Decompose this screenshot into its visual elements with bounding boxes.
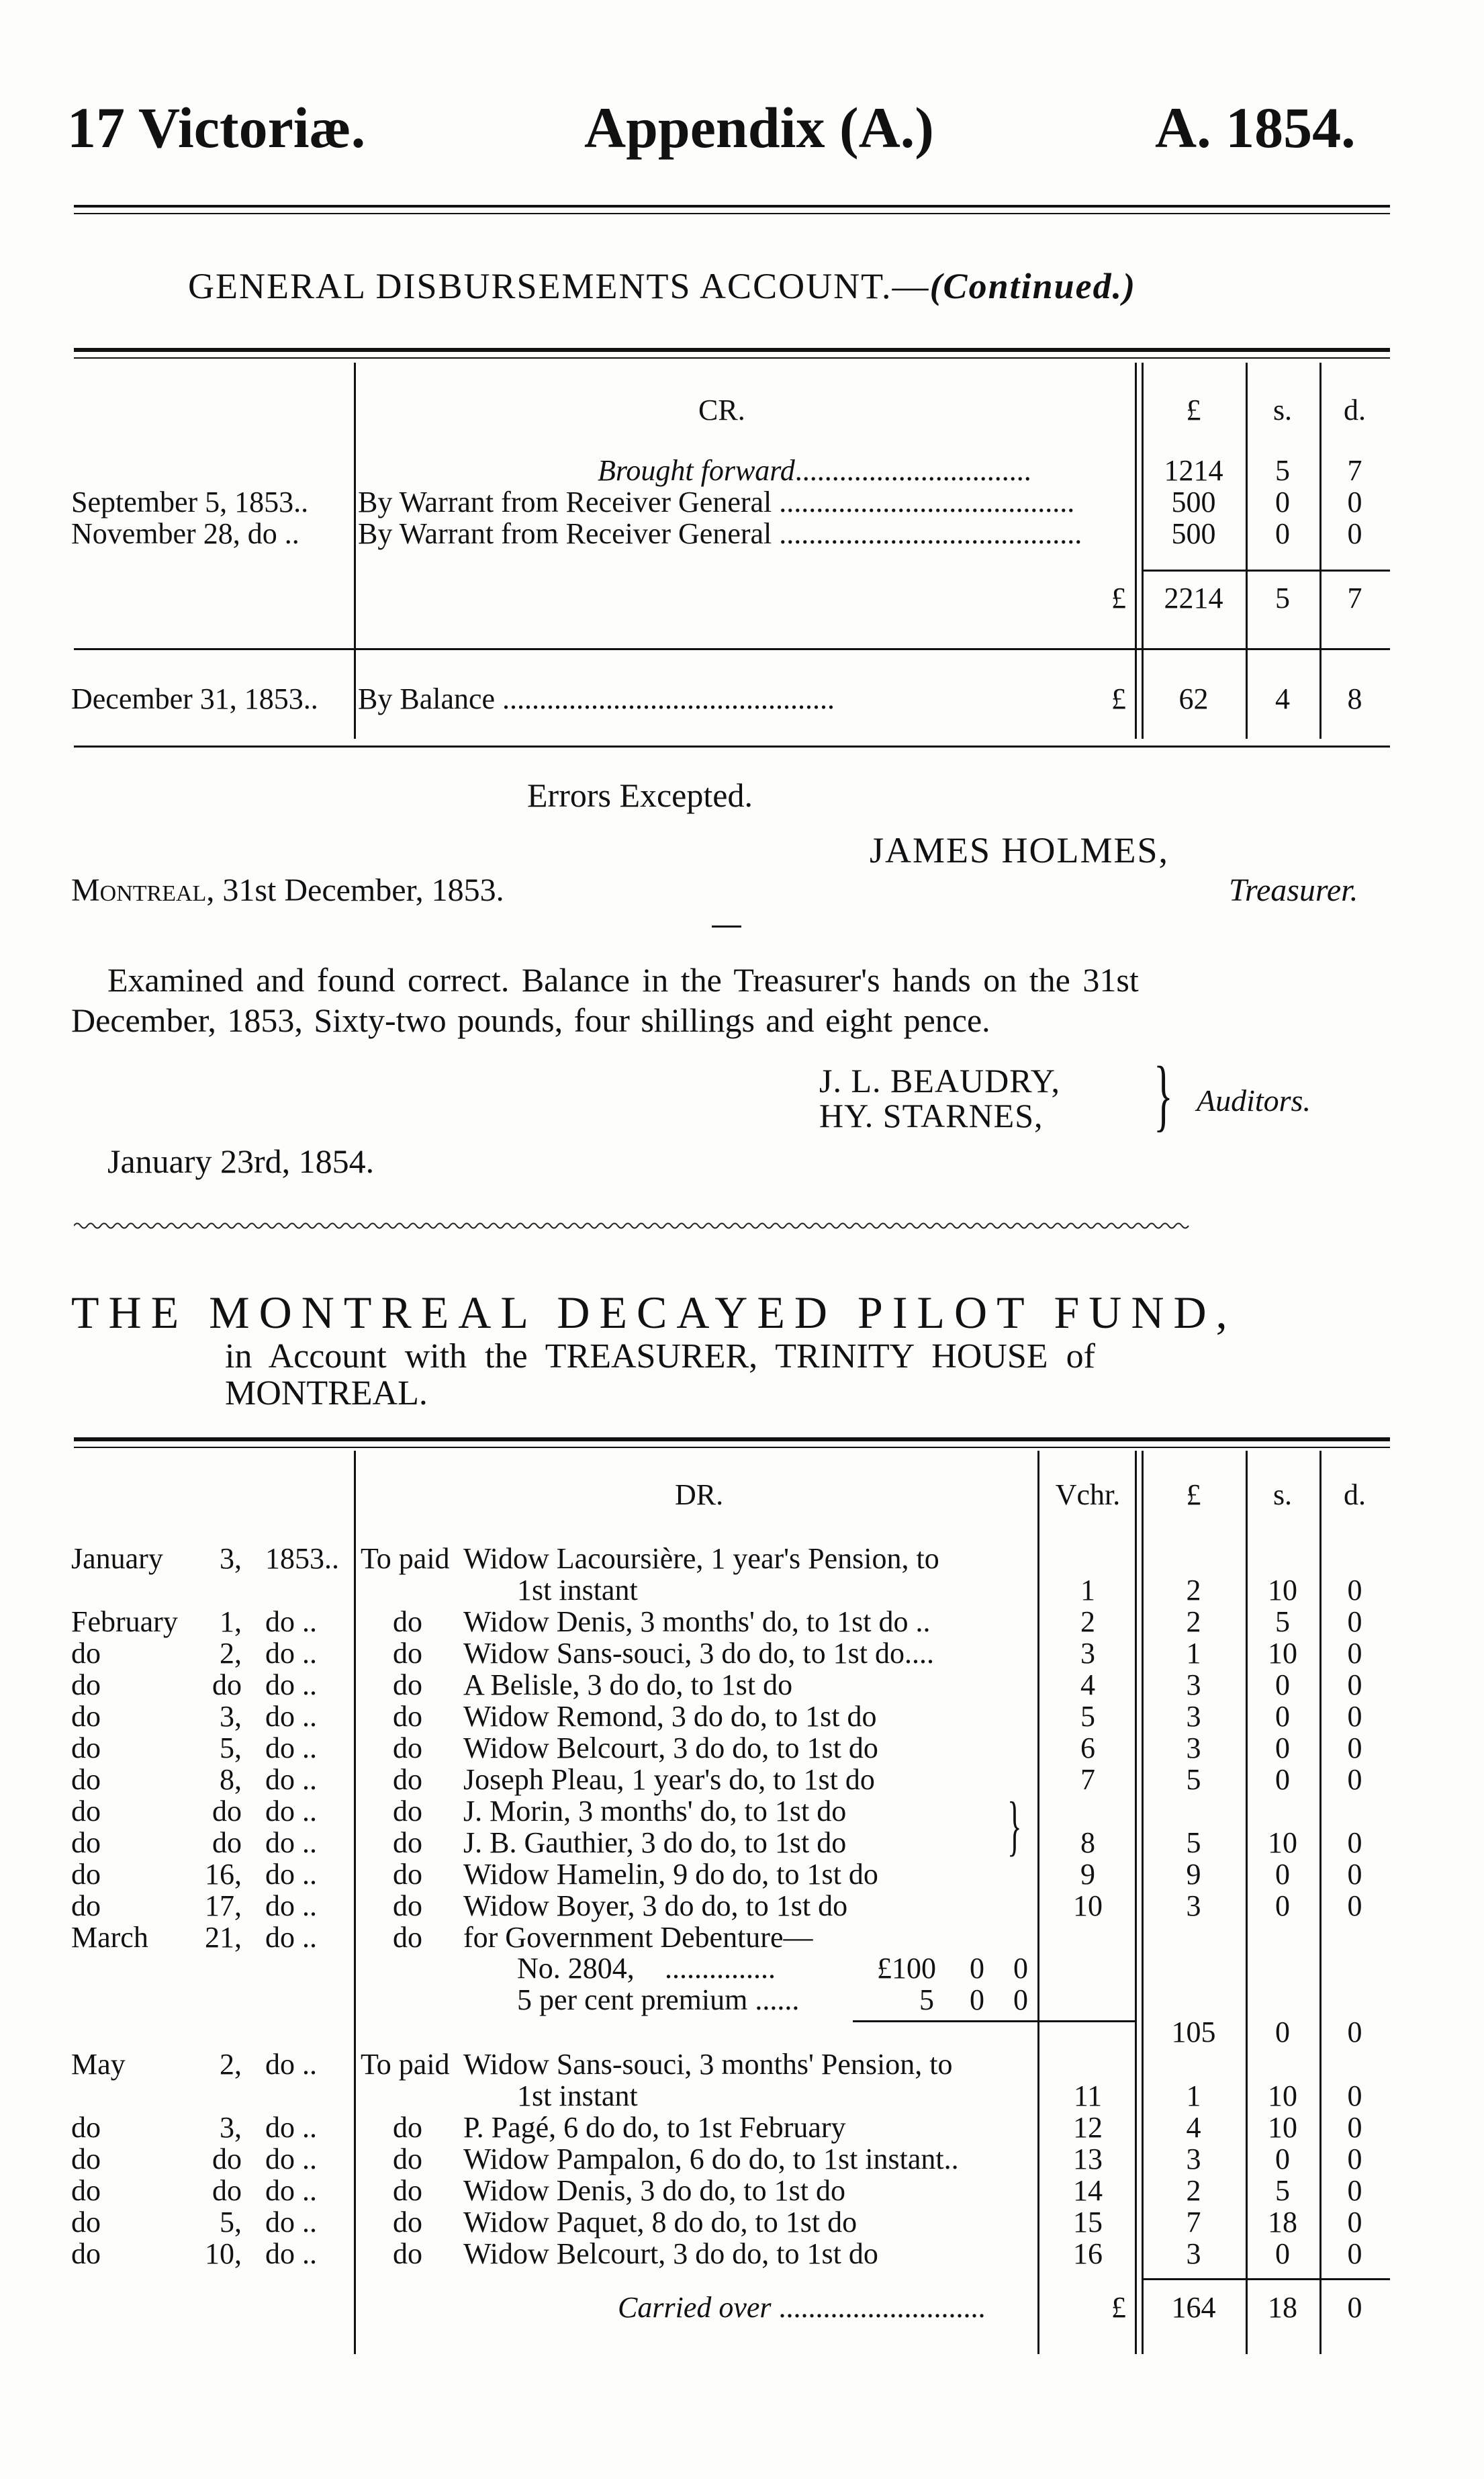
rows2-2-l: 4 xyxy=(1186,2111,1201,2144)
disb-row-2-s: 0 xyxy=(1275,517,1290,550)
debenture-no-l: £100 xyxy=(877,1952,936,1985)
examined-line-2: December, 1853, Sixty-two pounds, four shillings and eight pence. xyxy=(71,1001,990,1039)
rows-7-s: 0 xyxy=(1275,1763,1290,1796)
disb-row-1-desc: By Warrant from Receiver General ........................................ xyxy=(358,486,1075,519)
rows-11-yr: do .. xyxy=(265,1889,317,1922)
rows2-4-yr: do .. xyxy=(265,2174,317,2207)
carried-d: 0 xyxy=(1347,2291,1362,2324)
rows2-6-m: do xyxy=(71,2237,101,2270)
rows2-5-m: do xyxy=(71,2206,101,2239)
balance-d: 8 xyxy=(1347,682,1362,715)
rows-11-pre: do xyxy=(393,1889,422,1922)
disb-row-2-date: November 28, do .. xyxy=(71,517,299,550)
rows2-5-v: 15 xyxy=(1073,2206,1103,2239)
rows-9-desc: J. B. Gauthier, 3 do do, to 1st do xyxy=(463,1826,847,1859)
rows2-2-yr: do .. xyxy=(265,2111,317,2144)
rows-12-yr: do .. xyxy=(265,1921,317,1954)
rows-6-s: 0 xyxy=(1275,1731,1290,1764)
disb-row-2-desc: By Warrant from Receiver General ......................................... xyxy=(358,517,1082,550)
rows2-3-day: do xyxy=(212,2143,242,2175)
rows-7-yr: do .. xyxy=(265,1763,317,1796)
audit-date: January 23rd, 1854. xyxy=(107,1142,375,1180)
rows2-2-d: 0 xyxy=(1347,2111,1362,2144)
rows-2-yr: do .. xyxy=(265,1605,317,1638)
rows2-2-day: 3, xyxy=(220,2111,242,2144)
disbursements-title-text: GENERAL DISBURSEMENTS ACCOUNT.— xyxy=(188,266,930,306)
debenture-total-s: 0 xyxy=(1275,2016,1290,2048)
rows-7-pre: do xyxy=(393,1763,422,1796)
auditor-2: HY. STARNES, xyxy=(819,1097,1044,1134)
rows2-0-pre: To paid xyxy=(361,2048,450,2081)
rows2-5-pre: do xyxy=(393,2206,422,2239)
rows-10-day: 16, xyxy=(205,1858,242,1891)
disbursements-title xyxy=(188,265,1136,307)
wavy-separator xyxy=(74,1221,1377,1230)
rows-1-v: 1 xyxy=(1080,1574,1095,1607)
rows-12-m: March xyxy=(71,1921,148,1954)
rows-11-l: 3 xyxy=(1186,1889,1201,1922)
rows2-0-yr: do .. xyxy=(265,2048,317,2081)
rows2-2-v: 12 xyxy=(1073,2111,1103,2144)
rows-0-m: January xyxy=(71,1542,163,1575)
col-vchr: Vchr. xyxy=(1055,1478,1121,1511)
rows-4-yr: do .. xyxy=(265,1668,317,1701)
rows-3-v: 3 xyxy=(1080,1637,1095,1670)
subtotal-rule xyxy=(1142,570,1390,572)
pilot-col-pence: d. xyxy=(1344,1478,1366,1511)
rows-5-m: do xyxy=(71,1700,101,1733)
rows2-4-l: 2 xyxy=(1186,2174,1201,2207)
rows2-5-desc: Widow Paquet, 8 do do, to 1st do xyxy=(463,2206,857,2239)
rows-11-m: do xyxy=(71,1889,101,1922)
table1-top-rule-thin xyxy=(74,357,1390,359)
rows-7-desc: Joseph Pleau, 1 year's do, to 1st do xyxy=(463,1763,875,1796)
rows-2-m: February xyxy=(71,1605,178,1638)
rows-4-d: 0 xyxy=(1347,1668,1362,1701)
debenture-total-l: 105 xyxy=(1171,2016,1216,2048)
debenture-no-s: 0 xyxy=(970,1952,984,1985)
rows-6-pre: do xyxy=(393,1731,422,1764)
errors-excepted: Errors Excepted. xyxy=(527,776,753,814)
disb-row-0-s: 5 xyxy=(1275,454,1290,487)
rows2-4-d: 0 xyxy=(1347,2174,1362,2207)
rows-7-l: 5 xyxy=(1186,1763,1201,1796)
header-rule xyxy=(74,205,1390,208)
rows2-6-l: 3 xyxy=(1186,2237,1201,2270)
balance-l: 62 xyxy=(1178,682,1209,715)
rows-4-s: 0 xyxy=(1275,1668,1290,1701)
balance-desc: By Balance ............................................. xyxy=(358,682,835,715)
rows-1-d: 0 xyxy=(1347,1574,1362,1607)
rows-3-l: 1 xyxy=(1186,1637,1201,1670)
debenture-prem-s: 0 xyxy=(970,1983,984,2016)
total-sym: £ xyxy=(1111,582,1126,615)
rows2-3-l: 3 xyxy=(1186,2143,1201,2175)
rows2-6-yr: do .. xyxy=(265,2237,317,2270)
rows2-4-desc: Widow Denis, 3 do do, to 1st do xyxy=(463,2174,845,2207)
rows-4-v: 4 xyxy=(1080,1668,1095,1701)
rows-11-desc: Widow Boyer, 3 do do, to 1st do xyxy=(463,1889,848,1922)
disb-row-1-date: September 5, 1853.. xyxy=(71,486,309,519)
rows2-3-d: 0 xyxy=(1347,2143,1362,2175)
rows-12-day: 21, xyxy=(205,1921,242,1954)
total-d: 7 xyxy=(1347,582,1362,615)
rows-6-l: 3 xyxy=(1186,1731,1201,1764)
rows-4-m: do xyxy=(71,1668,101,1701)
rows2-1-s: 10 xyxy=(1268,2079,1297,2112)
rows-1-l: 2 xyxy=(1186,1574,1201,1607)
rows2-4-day: do xyxy=(212,2174,242,2207)
table1-vline-date xyxy=(354,363,356,739)
disb-row-0-d: 7 xyxy=(1347,454,1362,487)
rows2-4-s: 5 xyxy=(1275,2174,1290,2207)
treasurer-title: Treasurer. xyxy=(1229,872,1358,908)
carried-over: Carried over ............................ xyxy=(618,2291,986,2324)
rows-5-day: 3, xyxy=(220,1700,242,1733)
debenture-prem: 5 per cent premium ...... xyxy=(517,1983,800,2016)
pilot-sub-1: in Account with the TREASURER, TRINITY HOUSE of xyxy=(225,1337,1095,1376)
rows-4-l: 3 xyxy=(1186,1668,1201,1701)
rows-2-d: 0 xyxy=(1347,1605,1362,1638)
rows-0-day: 3, xyxy=(220,1542,242,1575)
rows-9-m: do xyxy=(71,1826,101,1859)
rows-0-pre: To paid xyxy=(361,1542,450,1575)
rows2-6-pre: do xyxy=(393,2237,422,2270)
rows2-2-s: 10 xyxy=(1268,2111,1297,2144)
balance-date: December 31, 1853.. xyxy=(71,682,318,715)
rows-8-pre: do xyxy=(393,1795,422,1828)
auditors-label: Auditors. xyxy=(1197,1083,1311,1118)
rows-8-day: do xyxy=(212,1795,242,1828)
rows2-0-desc: Widow Sans-souci, 3 months' Pension, to xyxy=(463,2048,953,2081)
rows-3-desc: Widow Sans-souci, 3 do do, to 1st do.... xyxy=(463,1637,934,1670)
rows2-1-d: 0 xyxy=(1347,2079,1362,2112)
rows-9-day: do xyxy=(212,1826,242,1859)
table1-vline-desc-a xyxy=(1135,363,1137,739)
col-shillings: s. xyxy=(1272,394,1293,426)
rows2-6-s: 0 xyxy=(1275,2237,1290,2270)
rows2-4-m: do xyxy=(71,2174,101,2207)
rows2-6-day: 10, xyxy=(205,2237,242,2270)
rows-6-yr: do .. xyxy=(265,1731,317,1764)
rows2-6-v: 16 xyxy=(1073,2237,1103,2270)
rows-6-d: 0 xyxy=(1347,1731,1362,1764)
rows-11-s: 0 xyxy=(1275,1889,1290,1922)
rows-5-desc: Widow Remond, 3 do do, to 1st do xyxy=(463,1700,877,1733)
rows-12-desc: for Government Debenture— xyxy=(463,1921,813,1954)
rows2-1-desc: 1st instant xyxy=(517,2079,638,2112)
disb-row-0-l: 1214 xyxy=(1164,454,1223,487)
debenture-prem-d: 0 xyxy=(1013,1983,1028,2016)
rows2-2-desc: P. Pagé, 6 do do, to 1st February xyxy=(463,2111,846,2144)
rows2-4-pre: do xyxy=(393,2174,422,2207)
rows-1-s: 10 xyxy=(1268,1574,1297,1607)
disb-row-1-d: 0 xyxy=(1347,486,1362,519)
rows-3-s: 10 xyxy=(1268,1637,1297,1670)
rows-2-desc: Widow Denis, 3 months' do, to 1st do .. xyxy=(463,1605,931,1638)
pilot-sub-2: MONTREAL. xyxy=(225,1374,428,1412)
rows-12-pre: do xyxy=(393,1921,422,1954)
rows-9-pre: do xyxy=(393,1826,422,1859)
rows-7-v: 7 xyxy=(1080,1763,1095,1796)
rows2-6-d: 0 xyxy=(1347,2237,1362,2270)
rows-10-yr: do .. xyxy=(265,1858,317,1891)
total-s: 5 xyxy=(1275,582,1290,615)
balance-s: 4 xyxy=(1275,682,1290,715)
header-right: A. 1854. xyxy=(1155,95,1356,160)
disbursements-title-continued: (Continued.) xyxy=(929,266,1137,306)
rows-8-yr: do .. xyxy=(265,1795,317,1828)
debenture-no: No. 2804, xyxy=(517,1952,635,1985)
rows-9-l: 5 xyxy=(1186,1826,1201,1859)
rows2-5-yr: do .. xyxy=(265,2206,317,2239)
voucher-8-brace: } xyxy=(1007,1788,1022,1862)
rows-9-yr: do .. xyxy=(265,1826,317,1859)
examined-line-1: Examined and found correct. Balance in the Treasurer's hands on the 31st xyxy=(107,961,1139,999)
carried-s: 18 xyxy=(1268,2291,1297,2324)
debenture-total-d: 0 xyxy=(1347,2016,1362,2048)
rows-11-v: 10 xyxy=(1073,1889,1103,1922)
auditors-brace: } xyxy=(1154,1050,1173,1139)
header-left: 17 Victoriæ. xyxy=(67,95,366,160)
rows-5-s: 0 xyxy=(1275,1700,1290,1733)
rows-5-pre: do xyxy=(393,1700,422,1733)
auditor-1: J. L. BEAUDRY, xyxy=(819,1062,1060,1099)
debenture-prem-l: 5 xyxy=(919,1983,934,2016)
disb-row-2-d: 0 xyxy=(1347,517,1362,550)
rows2-4-v: 14 xyxy=(1073,2174,1103,2207)
rows-9-d: 0 xyxy=(1347,1826,1362,1859)
rows-9-v: 8 xyxy=(1080,1826,1095,1859)
rows2-1-l: 1 xyxy=(1186,2079,1201,2112)
pilot-col-shillings: s. xyxy=(1272,1478,1293,1511)
place-date: Montreal, 31st December, 1853. xyxy=(71,872,504,908)
rows-5-v: 5 xyxy=(1080,1700,1095,1733)
rows-7-m: do xyxy=(71,1763,101,1796)
rows-1-desc: 1st instant xyxy=(517,1574,638,1607)
rows2-6-desc: Widow Belcourt, 3 do do, to 1st do xyxy=(463,2237,878,2270)
carried-rule xyxy=(1142,2278,1390,2280)
header-rule-thin xyxy=(74,213,1390,214)
rows2-2-pre: do xyxy=(393,2111,422,2144)
table2-top-rule-thin xyxy=(74,1447,1390,1448)
rows2-3-m: do xyxy=(71,2143,101,2175)
total-l: 2214 xyxy=(1164,582,1223,615)
carried-l: 164 xyxy=(1171,2291,1216,2324)
rows-3-yr: do .. xyxy=(265,1637,317,1670)
pilot-col-pounds: £ xyxy=(1186,1478,1201,1511)
treasurer-name: JAMES HOLMES, xyxy=(870,830,1170,870)
rows2-3-desc: Widow Pampalon, 6 do do, to 1st instant.. xyxy=(463,2143,959,2175)
disb-row-1-s: 0 xyxy=(1275,486,1290,519)
rows-3-m: do xyxy=(71,1637,101,1670)
rows-7-day: 8, xyxy=(220,1763,242,1796)
rows-11-day: 17, xyxy=(205,1889,242,1922)
rows-9-s: 10 xyxy=(1268,1826,1297,1859)
rows-7-d: 0 xyxy=(1347,1763,1362,1796)
short-dash xyxy=(712,926,741,928)
rows-0-yr: 1853.. xyxy=(265,1542,339,1575)
rows-10-v: 9 xyxy=(1080,1858,1095,1891)
rows-6-v: 6 xyxy=(1080,1731,1095,1764)
disb-row-1-l: 500 xyxy=(1171,486,1216,519)
rows2-3-s: 0 xyxy=(1275,2143,1290,2175)
rows-2-v: 2 xyxy=(1080,1605,1095,1638)
table1-top-rule xyxy=(74,348,1390,352)
rows2-5-s: 18 xyxy=(1268,2206,1297,2239)
rows-10-s: 0 xyxy=(1275,1858,1290,1891)
rows2-5-day: 5, xyxy=(220,2206,242,2239)
rows2-0-day: 2, xyxy=(220,2048,242,2081)
rows-4-day: do xyxy=(212,1668,242,1701)
rows-3-pre: do xyxy=(393,1637,422,1670)
col-dr: DR. xyxy=(675,1478,724,1511)
rows-6-day: 5, xyxy=(220,1731,242,1764)
disb-row-0-desc: Brought forward................................ xyxy=(598,454,1031,487)
rows-5-yr: do .. xyxy=(265,1700,317,1733)
rows-8-desc: J. Morin, 3 months' do, to 1st do xyxy=(463,1795,847,1828)
rows-6-m: do xyxy=(71,1731,101,1764)
debenture-no-dots: ............... xyxy=(665,1952,776,1985)
rows-8-m: do xyxy=(71,1795,101,1828)
rows2-5-l: 7 xyxy=(1186,2206,1201,2239)
disb-row-2-l: 500 xyxy=(1171,517,1216,550)
col-cr: CR. xyxy=(698,394,745,426)
table1-bottom-rule xyxy=(74,746,1390,748)
rows-5-d: 0 xyxy=(1347,1700,1362,1733)
rows-4-pre: do xyxy=(393,1668,422,1701)
carried-sym: £ xyxy=(1111,2291,1126,2324)
debenture-no-d: 0 xyxy=(1013,1952,1028,1985)
table2-top-rule xyxy=(74,1437,1390,1441)
rows2-1-v: 11 xyxy=(1073,2079,1103,2112)
rows2-3-v: 13 xyxy=(1073,2143,1103,2175)
table1-mid-rule xyxy=(74,648,1390,650)
pilot-title: THE MONTREAL DECAYED PILOT FUND, xyxy=(71,1287,1237,1338)
header-center: Appendix (A.) xyxy=(584,95,934,160)
rows-0-desc: Widow Lacoursière, 1 year's Pension, to xyxy=(463,1542,939,1575)
rows2-3-yr: do .. xyxy=(265,2143,317,2175)
rows-3-day: 2, xyxy=(220,1637,242,1670)
rows-3-d: 0 xyxy=(1347,1637,1362,1670)
rows-6-desc: Widow Belcourt, 3 do do, to 1st do xyxy=(463,1731,878,1764)
rows-11-d: 0 xyxy=(1347,1889,1362,1922)
table2-vline-date xyxy=(354,1451,356,2354)
rows-4-desc: A Belisle, 3 do do, to 1st do xyxy=(463,1668,793,1701)
rows-5-l: 3 xyxy=(1186,1700,1201,1733)
rows-2-day: 1, xyxy=(220,1605,242,1638)
balance-sym: £ xyxy=(1111,682,1126,715)
rows2-0-m: May xyxy=(71,2048,126,2081)
col-pounds: £ xyxy=(1186,394,1201,426)
rows2-3-pre: do xyxy=(393,2143,422,2175)
rows2-5-d: 0 xyxy=(1347,2206,1362,2239)
rows-10-pre: do xyxy=(393,1858,422,1891)
rows-2-pre: do xyxy=(393,1605,422,1638)
rows-2-s: 5 xyxy=(1275,1605,1290,1638)
rows-2-l: 2 xyxy=(1186,1605,1201,1638)
rows-10-m: do xyxy=(71,1858,101,1891)
rows2-2-m: do xyxy=(71,2111,101,2144)
col-pence: d. xyxy=(1344,394,1366,426)
rows-10-d: 0 xyxy=(1347,1858,1362,1891)
rows-10-desc: Widow Hamelin, 9 do do, to 1st do xyxy=(463,1858,878,1891)
debenture-rule xyxy=(853,2020,1135,2022)
rows-10-l: 9 xyxy=(1186,1858,1201,1891)
